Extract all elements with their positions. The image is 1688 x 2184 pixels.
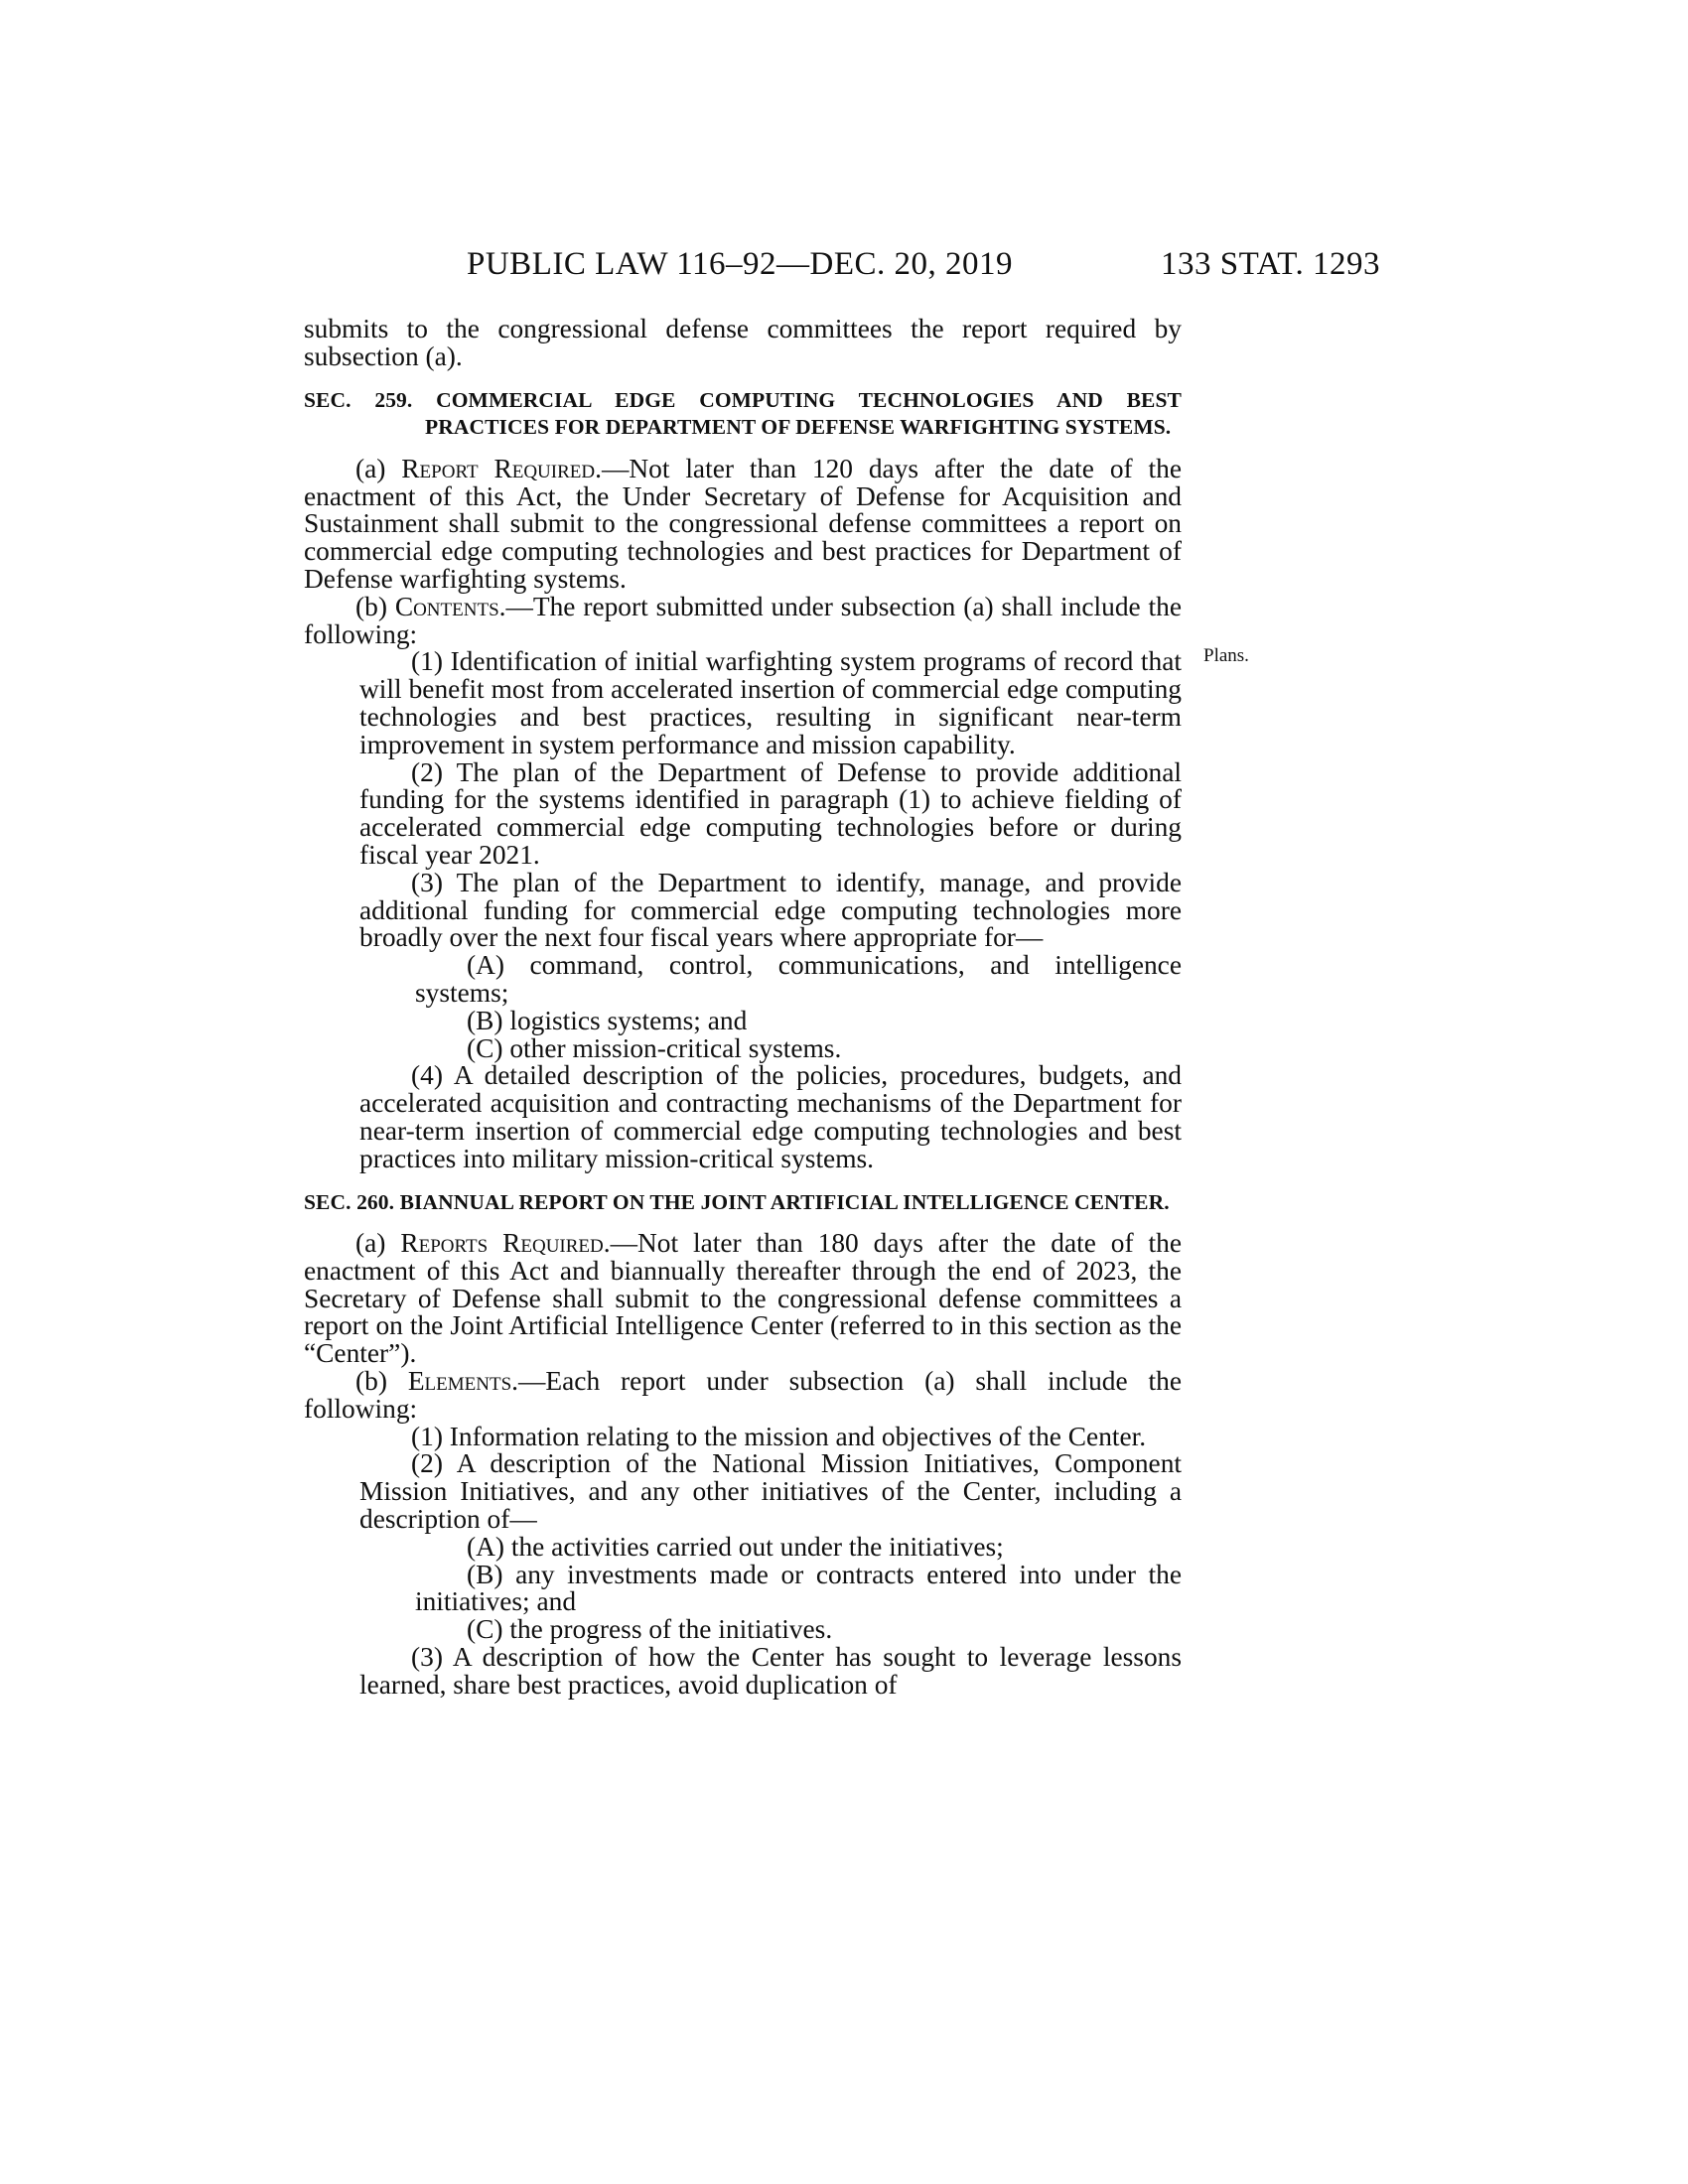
running-title: PUBLIC LAW 116–92—DEC. 20, 2019: [467, 246, 1014, 282]
margin-note-plans: Plans.: [1203, 645, 1249, 666]
sec259-b-paragraph-2: (2) The plan of the Department of Defense to provide additional funding for the systems identified in paragraph (1) to achieve fielding of accelerated commercial edge computing technologies before or during fiscal year 2021.: [359, 756, 1182, 870]
document-body: [304, 316, 1182, 1700]
sec260-b-paragraph-2: (2) A description of the National Mission Initiatives, Component Mission Initiatives, and any other initiatives of the Center, including a description of—: [359, 1448, 1182, 1535]
sec260-b-paragraph-3: (3) A description of how the Center has sought to leverage lessons learned, share best practices, avoid duplication of: [359, 1642, 1182, 1700]
sec259-subsection-a: (a) Report Required.—Not later than 120 days after the date of the enactment of this Act, the Under Secretary of Defense for Acquisition and Sustainment shall submit to the congressional defense committees a report on commercial edge computing technologies and best practices for Department of Defense warfighting systems.: [304, 453, 1182, 594]
statute-page-number: 133 STAT. 1293: [1160, 246, 1380, 282]
sec260-subsection-a: (a) Reports Required.—Not later than 180 days after the date of the enactment of this Act and biannually thereafter through the end of 2023, the Secretary of Defense shall submit to the congressional defense committees a report on the Joint Artificial Intelligence Center (referred to in this section as the “Center”).: [304, 1228, 1182, 1369]
page-header: [467, 246, 1380, 292]
sec260-b2-subparagraph-B: (B) any investments made or contracts entered into under the initiatives; and: [415, 1559, 1182, 1617]
sec260-b2-subparagraph-C: (C) the progress of the initiatives.: [467, 1614, 833, 1645]
sec259-b-paragraph-4: (4) A detailed description of the policies, procedures, budgets, and accelerated acquisition and contracting mechanisms of the Department for near-term insertion of commercial edge computing technologies and best practices into military mission-critical systems.: [359, 1060, 1182, 1173]
section-260-heading: SEC. 260. BIANNUAL REPORT ON THE JOINT ARTIFICIAL INTELLIGENCE CENTER.: [304, 1189, 1170, 1214]
sec260-b2-subparagraph-A: (A) the activities carried out under the initiatives;: [467, 1531, 1004, 1562]
subsection-heading: Contents: [394, 591, 499, 621]
sec259-b3-subparagraph-B: (B) logistics systems; and: [467, 1005, 748, 1035]
sec259-subsection-b: (b) Contents.—The report submitted under subsection (a) shall include the following:: [304, 591, 1182, 649]
sec260-b-paragraph-1: (1) Information relating to the mission and objectives of the Center.: [411, 1421, 1147, 1451]
sec259-b3-subparagraph-A: (A) command, control, communications, and intelligence systems;: [415, 950, 1182, 1008]
subsection-heading: Elements: [407, 1366, 512, 1397]
sec259-b-paragraph-1: (1) Identification of initial warfighting system programs of record that will benefit most from accelerated insertion of commercial edge computing technologies and best practices, resulting in significant near-term improvement in system performance and mission capability.: [359, 646, 1182, 759]
sec260-subsection-b: (b) Elements.—Each report under subsection (a) shall include the following:: [304, 1366, 1182, 1424]
sec259-b-paragraph-3: (3) The plan of the Department to identify, manage, and provide additional funding for commercial edge computing technologies more broadly over the next four fiscal years where appropriate for—: [359, 867, 1182, 953]
section-259-heading: SEC. 259. COMMERCIAL EDGE COMPUTING TECHNOLOGIES AND BEST PRACTICES FOR DEPARTMENT OF DEFENSE WARFIGHTING SYSTEMS.: [304, 387, 1182, 440]
continuation-paragraph: submits to the congressional defense committees the report required by subsection (a).: [304, 314, 1182, 371]
subsection-heading: Report Required: [401, 453, 596, 483]
subsection-heading: Reports Required: [400, 1228, 604, 1259]
sec259-b3-subparagraph-C: (C) other mission-critical systems.: [467, 1032, 842, 1063]
